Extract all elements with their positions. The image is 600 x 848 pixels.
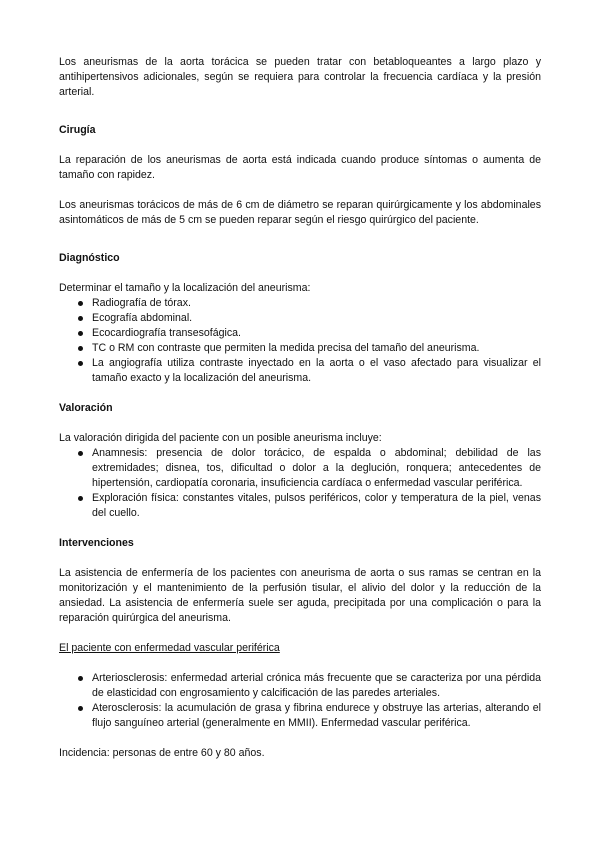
list-item: Aterosclerosis: la acumulación de grasa y fibrina endurece y obstruye las arterias, alterando el flujo sanguíneo arterial (generalmente en MMII). Enfermedad vascular periférica. [59, 701, 541, 731]
list-item: Ecografía abdominal. [59, 311, 541, 326]
list-item: Radiografía de tórax. [59, 296, 541, 311]
diagnostico-list [59, 296, 541, 386]
valoracion-lead: La valoración dirigida del paciente con un posible aneurisma incluye: [59, 432, 382, 444]
heading-cirugia: Cirugía [59, 124, 96, 136]
heading-diagnostico: Diagnóstico [59, 252, 120, 264]
intervenciones-paragraph: La asistencia de enfermería de los pacientes con aneurisma de aorta o sus ramas se centran en la monitorización y el mantenimiento de la perfusión tisular, el alivio del dolor y la reducción de la ansiedad. La asistencia de enfermería suele ser aguda, precipitada por una complicación o para la reparación quirúrgica del aneurisma. [59, 567, 541, 624]
list-item: Anamnesis: presencia de dolor torácico, de espalda o abdominal; debilidad de las extremidades; disnea, tos, dificultad o dolor a la deglución, ronquera; antecedentes de hipertensión, cardiopatía coronaria, insuficiencia cardíaca o enfermedad vascular periférica. [59, 446, 541, 491]
evp-list [59, 671, 541, 731]
evp-heading: El paciente con enfermedad vascular periférica [59, 642, 280, 654]
cirugia-paragraph-1: La reparación de los aneurismas de aorta está indicada cuando produce síntomas o aumenta de tamaño con rapidez. [59, 154, 541, 181]
document-page [59, 55, 541, 761]
list-item: Arteriosclerosis: enfermedad arterial crónica más frecuente que se caracteriza por una pérdida de elasticidad con engrosamiento y calcificación de las paredes arteriales. [59, 671, 541, 701]
heading-valoracion: Valoración [59, 402, 113, 414]
list-item: Ecocardiografía transesofágica. [59, 326, 541, 341]
incidencia-text: Incidencia: personas de entre 60 y 80 años. [59, 747, 265, 759]
diagnostico-lead: Determinar el tamaño y la localización del aneurisma: [59, 282, 311, 294]
intro-paragraph: Los aneurismas de la aorta torácica se pueden tratar con betabloqueantes a largo plazo y antihipertensivos adicionales, según se requiera para controlar la frecuencia cardíaca y la presión arterial. [59, 56, 541, 98]
valoracion-list [59, 446, 541, 521]
heading-intervenciones: Intervenciones [59, 537, 134, 549]
list-item: La angiografía utiliza contraste inyectado en la aorta o el vaso afectado para visualizar el tamaño exacto y la localización del aneurisma. [59, 356, 541, 386]
list-item: Exploración física: constantes vitales, pulsos periféricos, color y temperatura de la piel, venas del cuello. [59, 491, 541, 521]
list-item: TC o RM con contraste que permiten la medida precisa del tamaño del aneurisma. [59, 341, 541, 356]
cirugia-paragraph-2: Los aneurismas torácicos de más de 6 cm de diámetro se reparan quirúrgicamente y los abdominales asintomáticos de más de 5 cm se pueden reparar según el riesgo quirúrgico del paciente. [59, 199, 541, 226]
